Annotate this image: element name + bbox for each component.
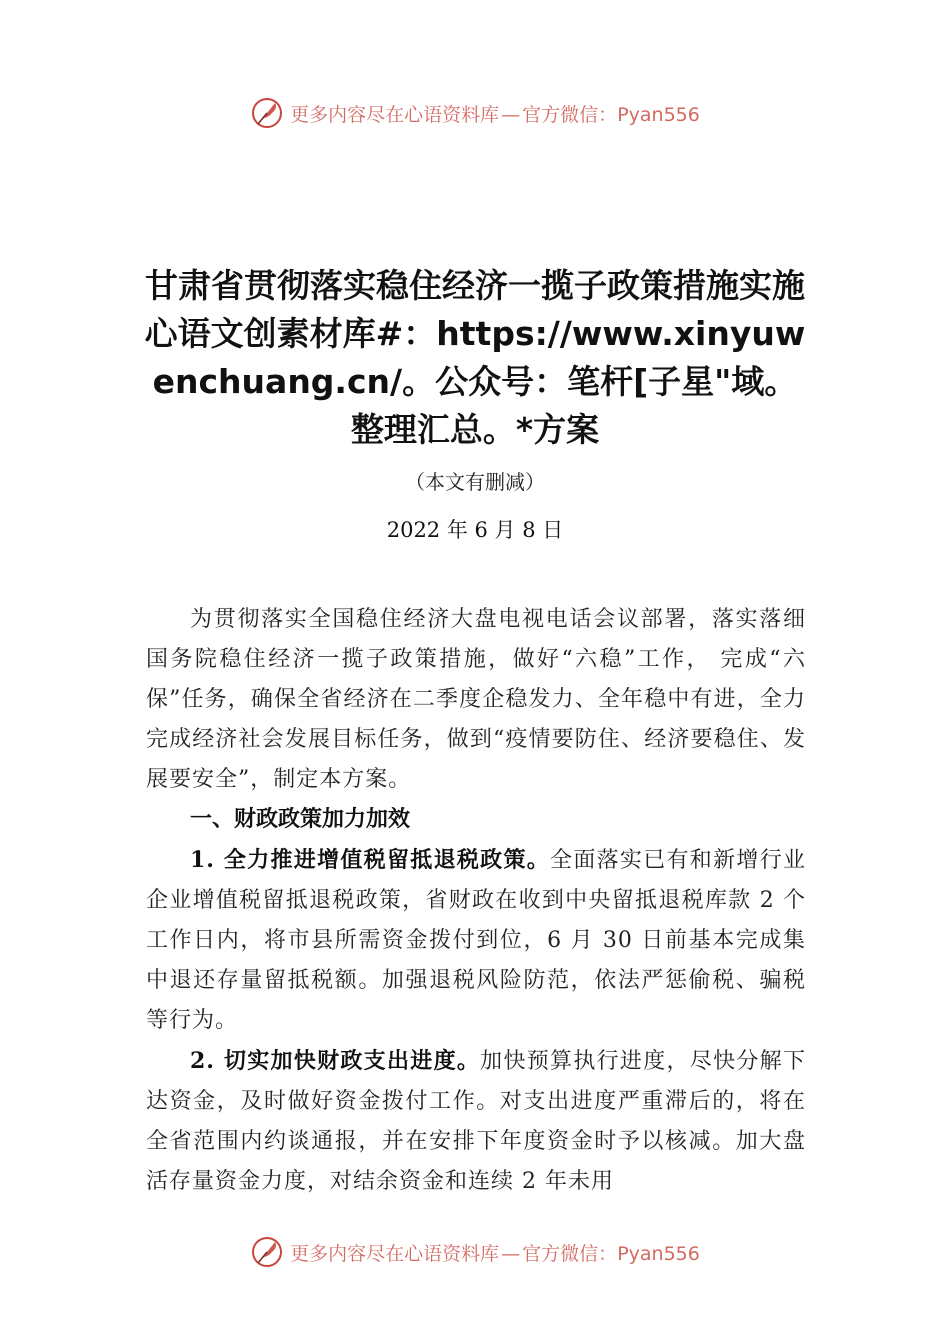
banner-text [290,100,700,127]
section-heading: 一、财政政策加力加效 [190,807,411,832]
banner-wechat-id: Pyan556 [617,1242,700,1265]
feather-quill-logo-icon [250,1235,284,1269]
banner-wechat-label: 官方微信： [522,103,618,126]
intro-paragraph: 为贯彻落实全国稳住经济大盘电视电话会议部署，落实落细国务院稳住经济一揽子政策措施，做好“六稳”工作， 完成“六保”任务，确保全省经济在二季度企稳发力、全年稳中有进，全力完成经济社会发展目标任务，做到“疫情要防住、经济要稳住、发展要安全”，制定本方案。 [146,607,806,792]
header-banner [0,93,950,133]
document-body [146,600,806,1202]
item-text-2: 加快预算执行进度，尽快分解下达资金，及时做好资金拨付工作。对支出进度严重滞后的，将在全省范围内约谈通报，并在安排下年度资金时予以核减。加大盘活存量资金力度，对结余资金和连续 2 年未用 [146,1049,806,1194]
document-title: 甘肃省贯彻落实稳住经济一揽子政策措施实施心语文创素材库#：https://www.xinyuwenchuang.cn/。公众号：笔杆[子星"域。整理汇总。*方案 [144,266,806,449]
document-date: 2022 年 6 月 8 日 [386,518,564,542]
banner-wechat-id: Pyan556 [617,103,700,126]
banner-wechat-label: 官方微信： [522,1242,618,1265]
banner-brand: 更多内容尽在心语资料库 [290,103,500,126]
footer-banner [0,1232,950,1272]
item-text-1: 全面落实已有和新增行业企业增值税留抵退税政策，省财政在收到中央留抵退税库款 2 个工作日内，将市县所需资金拨付到位，6 月 30 日前基本完成集中退还存量留抵税额。加强退税风险防范，依法严惩偷税、骗税等行为。 [146,848,806,1033]
banner-brand: 更多内容尽在心语资料库 [290,1242,500,1265]
item-lead-1: 1. 全力推进增值税留抵退税政策。 [190,847,551,873]
document-note: （本文有删减） [405,470,545,494]
item-paragraph-1 [146,840,806,1041]
banner-separator: — [501,103,521,126]
banner-text [290,1239,700,1266]
item-lead-2: 2. 切实加快财政支出进度。 [190,1048,481,1074]
feather-quill-logo-icon [250,96,284,130]
item-paragraph-2 [146,1041,806,1202]
banner-separator: — [501,1242,521,1265]
